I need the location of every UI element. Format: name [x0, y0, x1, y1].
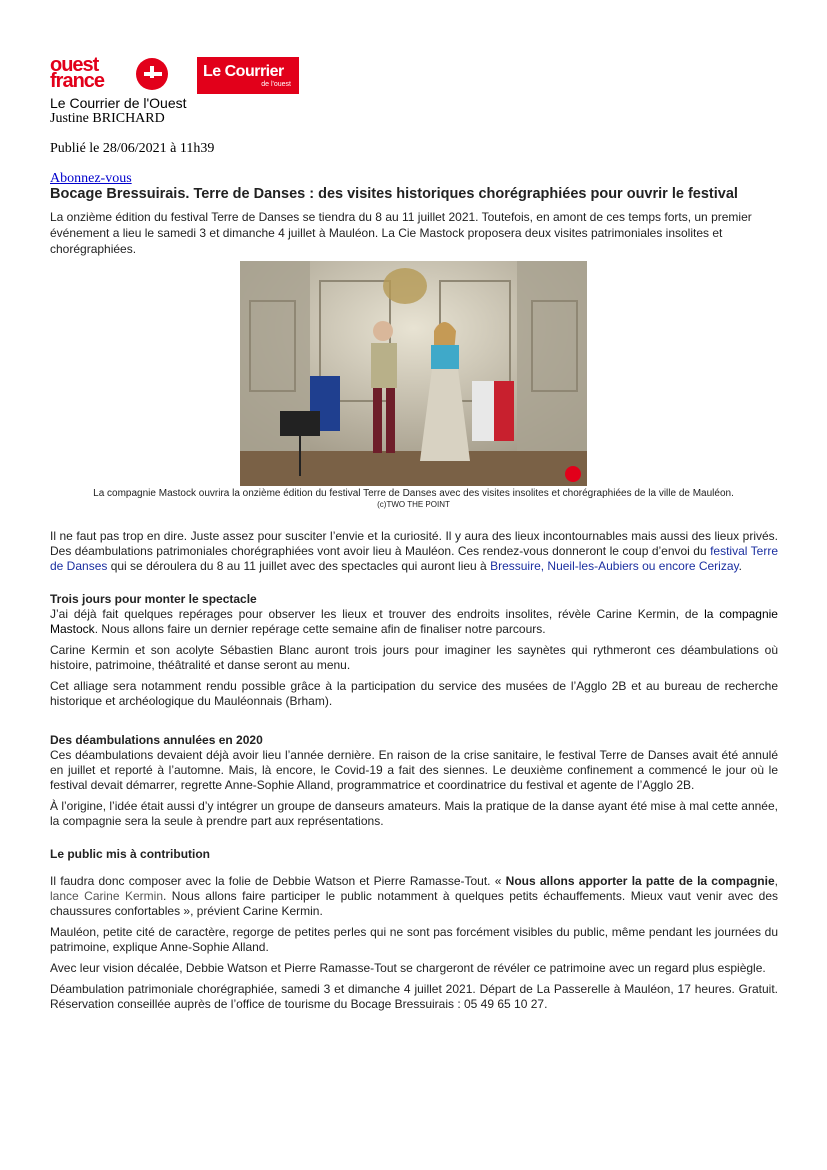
- masthead-logos: [50, 55, 310, 97]
- paragraph-reperages: [50, 607, 778, 637]
- le-courrier-logo: [197, 57, 299, 94]
- article-photo: [240, 261, 587, 486]
- company-name: la compagnie Mastock: [50, 607, 778, 636]
- photo-credit: (c)TWO THE POINT: [377, 500, 450, 509]
- quote-attribution: lance Carine Kermin: [50, 889, 163, 903]
- paragraph-annulees: Ces déambulations devaient déjà avoir lieu l’année dernière. En raison de la crise sanitaire, le festival Terre de Danses avait été annulé en juillet et reporté à l’automne. Mais, là encore, le Covid-19 a fait des siennes. Le deuxième confinement a commencé le jour où le festival devait démarrer, regrette Anne-Sophie Alland, programmatrice et coordinatrice du festival et agente de l’Agglo 2B.: [50, 748, 778, 792]
- ouest-france-logo-text-2: france: [50, 70, 105, 92]
- publication-date: Publié le 28/06/2021 à 11h39: [50, 141, 215, 156]
- paragraph-text: qui se déroulera du 8 au 11 juillet avec des spectacles qui auront lieu à: [107, 559, 491, 573]
- subscribe-link[interactable]: Abonnez-vous: [50, 171, 132, 186]
- paragraph-text: Il faudra donc composer avec la folie de Debbie Watson et Pierre Ramasse-Tout. «: [50, 874, 506, 888]
- section-title-public: Le public mis à contribution: [50, 847, 211, 861]
- photo-caption: La compagnie Mastock ouvrira la onzième édition du festival Terre de Danses avec des visites insolites et chorégraphiées de la ville de Mauléon.: [93, 488, 734, 499]
- paragraph-text: . Nous allons faire un dernier repérage cette semaine afin de finaliser notre parcours.: [94, 622, 546, 636]
- author-name: Justine BRICHARD: [50, 111, 165, 126]
- article-body: [50, 529, 778, 1018]
- towns-link[interactable]: Bressuire, Nueil-les-Aubiers ou encore Cerizay: [490, 559, 739, 573]
- photo-illustration: [240, 261, 587, 486]
- paragraph-text: Il ne faut pas trop en dire. Juste assez pour susciter l’envie et la curiosité. Il y aura des lieux incontournables mais aussi des lieux privés. Des déambulations patrimoniales chorégraphiées vont avoir lieu à Mauléon. Ces rendez-vous donneront le coup d’envoi du: [50, 529, 778, 558]
- festival-link[interactable]: festival Terre de Danses: [50, 544, 778, 573]
- paragraph-vision: Avec leur vision décalée, Debbie Watson et Pierre Ramasse-Tout se chargeront de révéler ce patrimoine avec un regard plus espiègle.: [50, 961, 766, 975]
- article-headline: Bocage Bressuirais. Terre de Danses : des visites historiques chorégraphiées pour ouvrir le festival: [50, 186, 738, 202]
- le-courrier-logo-subtext: de l'ouest: [261, 81, 291, 88]
- quote-emphasis: Nous allons apporter la patte de la compagnie: [505, 874, 775, 888]
- paragraph-text: . Nous allons faire participer le public notamment à quelques petits échauffements. Mieux vaut venir avec des chaussures confortables », prévient Carine Kermin.: [50, 889, 778, 918]
- paragraph-practical-info: Déambulation patrimoniale chorégraphiée, samedi 3 et dimanche 4 juillet 2021. Départ de La Passerelle à Mauléon, 17 heures. Gratuit. Réservation conseillée auprès de l’office de tourisme du Bocage Bressuirais : 05 49 65 10 27.: [50, 982, 778, 1011]
- paragraph-origine: À l’origine, l’idée était aussi d’y intégrer un groupe de danseurs amateurs. Mais la pratique de la danse ayant été mise à mal cette année, la compagnie sera la seule à prendre part aux représentations.: [50, 799, 778, 828]
- paragraph-text: ,: [774, 874, 778, 888]
- section-title-annulees: Des déambulations annulées en 2020: [50, 733, 263, 747]
- article-lead: La onzième édition du festival Terre de Danses se tiendra du 8 au 11 juillet 2021. Toutefois, en amont de ces temps forts, un premier événement a lieu le samedi 3 et dimanche 4 juillet à Mauléon. La Cie Mastock proposera deux visites patrimoniales insolites et chorégraphiées.: [50, 210, 752, 256]
- paragraph-folie: [50, 874, 778, 919]
- ouest-france-logo: [50, 55, 170, 93]
- paragraph-mauleon: Mauléon, petite cité de caractère, regorge de petites perles qui ne sont pas forcément visibles du public, même pendant les journées du patrimoine, explique Anne-Sophie Alland.: [50, 925, 778, 954]
- paragraph-text: .: [738, 559, 742, 573]
- section-title-spectacle: Trois jours pour monter le spectacle: [50, 592, 257, 606]
- paragraph-intro: [50, 529, 778, 574]
- paragraph-alliage: Cet alliage sera notamment rendu possible grâce à la participation du service des musées de l’Agglo 2B et au bureau de recherche historique et archéologique du Mauléonnais (Brham).: [50, 679, 778, 708]
- le-courrier-logo-text: Le Courrier: [203, 63, 284, 80]
- ouest-france-logo-text-1: ouest: [50, 54, 99, 76]
- paragraph-saynetes: Carine Kermin et son acolyte Sébastien Blanc auront trois jours pour imaginer les saynètes qui rythmeront ces déambulations où histoire, patrimoine, théâtralité et danse seront au menu.: [50, 643, 778, 672]
- source-name: Le Courrier de l'Ouest: [50, 95, 187, 111]
- ouest-france-emblem-icon: [136, 58, 168, 90]
- paragraph-text: J’ai déjà fait quelques repérages pour observer les lieux et trouver des endroits insolites, révèle Carine Kermin, de: [50, 607, 705, 621]
